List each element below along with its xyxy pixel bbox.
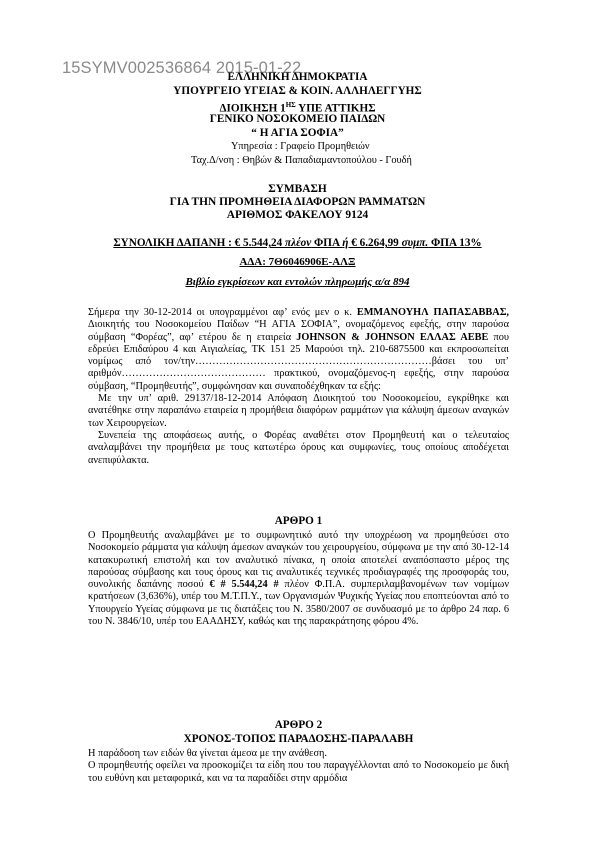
supplier-company: JOHNSON & JOHNSON ΕΛΛΑΣ ΑΕΒΕ (296, 331, 489, 343)
expense-plus: πλέον (285, 237, 312, 249)
contract-subject: ΓΙΑ ΤΗΝ ΠΡΟΜΗΘΕΙΑ ΔΙΑΦΟΡΩΝ ΡΑΜΜΑΤΩΝ (169, 196, 426, 208)
intro-paragraph-3: Συνεπεία της αποφάσεως αυτής, ο Φορέας αναθέτει στον Προμηθευτή και ο τελευταίος αναλαμβάνει την προμήθεια με τους κατωτέρω όρους και συμφωνίες, τους οποίους αποδέχεται ανεπιφύλακτα. (88, 429, 509, 466)
expense-amount: ΣΥΝΟΛΙΚΗ ΔΑΠΑΝΗ : € 5.544,24 (113, 237, 285, 249)
expense-vat-rate: ΦΠΑ 13% (428, 237, 482, 249)
article-1-title: ΑΡΘΡΟ 1 (274, 515, 323, 527)
intro-p1-start: Σήμερα την 30-12-2014 οι υπογραμμένοι αφ’ ενός μεν ο κ. (88, 307, 357, 318)
intro-p1-end: που εδρεύει Επιδαύρου 4 και Αιγιαλείας, ΤΚ 151 25 Μαρούσι τηλ. 210-6875500 και εκπροσωπείται νομίμως από τον/την……………………………………………………………βάσει του υπ’ αριθμόν…………………………………… πρακτικού, ονομαζόμενος-η εφεξής, στην παρούσα σύμβαση, “Προμηθευτής”, συμφώνησαν και συναποδέχθηκαν τα εξής: (88, 331, 509, 392)
folder-number: ΑΡΙΘΜΟΣ ΦΑΚΕΛΟΥ 9124 (226, 209, 369, 221)
article-2-title: ΑΡΘΡΟ 2 (274, 719, 323, 731)
document-id-stamp: 15SYMV002536864 2015-01-22 (62, 59, 302, 77)
expense-or: ή (342, 237, 349, 249)
contract-title: ΣΥΜΒΑΣΗ (268, 183, 327, 195)
header-hospital-name: “ Η ΑΓΙΑ ΣΟΦΙΑ” (251, 127, 344, 139)
address-line: Ταχ.Δ/νση : Θηβών & Παπαδιαμαντοπούλου - Γουδή (191, 155, 412, 166)
intro-p1-middle: Διοικητής του Νοσοκομείου Παίδων “Η ΑΓΙΑ ΣΟΦΙΑ”, ονομαζόμενος εφεξής, στην παρούσα σύμβαση “Φορέας”, αφ’ ετέρου δε η εταιρεία (88, 319, 509, 343)
header-administration-a: ΔΙΟΙΚΗΣΗ 1 (219, 102, 286, 115)
article-2-subtitle: ΧΡΟΝΟΣ-ΤΟΠΟΣ ΠΑΡΑΔΟΣΗΣ-ΠΑΡΑΛΑΒΗ (183, 733, 414, 745)
expense-incl: συμπ. (401, 237, 429, 249)
article-2-paragraph-2: Ο προμηθευτής οφείλει να προσκομίζει τα είδη που του παραγγέλλονται από το Νοσοκομείο με δική του ευθύνη και μεταφορικά, και να τα παραδίδει στην αρμόδια (88, 760, 509, 784)
article-1-amount: € # 5.544,24 # (209, 579, 279, 591)
article-1-body (88, 530, 509, 628)
intro-paragraph-1 (88, 307, 509, 393)
article-1-paragraph (88, 530, 509, 628)
total-expense (90, 237, 505, 251)
header-administration-sup: ΗΣ (285, 101, 296, 109)
approval-register: Βιβλίο εγκρίσεων και εντολών πληρωμής α/α 894 (185, 276, 410, 288)
ada-code: ΑΔΑ: 7Θ6046906Ε-ΑΛΞ (239, 256, 356, 268)
article-2-body (88, 748, 509, 785)
intro-section (88, 307, 509, 467)
expense-amount-gross: € 6.264,99 (348, 237, 402, 249)
article-1-text-end: πλέον Φ.Π.Α. συμπεριλαμβανομένων των νομίμων κρατήσεων (3,636%), υπέρ του Μ.Τ.Π.Υ., των Οργανισμών Ψυχικής Υγείας που εποπτεύονται από το Υπουργείο Υγείας σύμφωνα με τις διατάξεις του Ν. 3580/2007 σε συνδυασμό με το άρθρο 24 παρ. 6 του Ν. 3846/10, υπέρ του ΕΑΑΔΗΣΥ, καθώς και της παρακράτησης φόρου 4%. (88, 579, 509, 628)
director-name: ΕΜΜΑΝΟΥΗΛ ΠΑΠΑΣΑΒΒΑΣ, (356, 307, 509, 318)
service-line: Υπηρεσία : Γραφείο Προμηθειών (231, 141, 370, 152)
header-republic: ΕΛΛΗΝΙΚΗ ΔΗΜΟΚΡΑΤΙΑ (227, 71, 368, 83)
header-administration-b: ΥΠΕ ΑΤΤΙΚΗΣ (295, 102, 376, 115)
header-hospital: ΓΕΝΙΚΟ ΝΟΣΟΚΟΜΕΙΟ ΠΑΙΔΩΝ (209, 113, 386, 125)
article-1-text-start: Ο Προμηθευτής αναλαμβάνει με το συμφωνητικό αυτό την υποχρέωση να προμηθεύσει στο Νοσοκομείο ράμματα για κάλυψη άμεσων αναγκών του χειρουργείου, σύμφωνα με την από 30-12-14 κατακυρωτική επιστολή και τον αναλυτικό πίνακα, η οποία αποτελεί αναπόσπαστο μέρος της παρούσας σύμβασης και τους όρους και τις αναλυτικές τεχνικές προδιαγραφές της προσφοράς του, συνολικής δαπάνης ποσού (88, 530, 509, 591)
article-2-paragraph-1: Η παράδοση των ειδών θα γίνεται άμεσα με την ανάθεση. (88, 748, 327, 759)
intro-paragraph-2: Με την υπ’ αριθ. 29137/18-12-2014 Απόφαση Διοικητού του Νοσοκομείου, εγκρίθηκε και ανατέθηκε στην παραπάνω εταιρεία η προμήθεια διαφόρων ραμμάτων για κάλυψη άμεσων αναγκών των Χειρουργείων. (88, 393, 509, 429)
expense-vat: ΦΠΑ (311, 237, 343, 249)
header-ministry: ΥΠΟΥΡΓΕΙΟ ΥΓΕΙΑΣ & ΚΟΙΝ. ΑΛΛΗΛΕΓΓΥΗΣ (173, 85, 422, 97)
